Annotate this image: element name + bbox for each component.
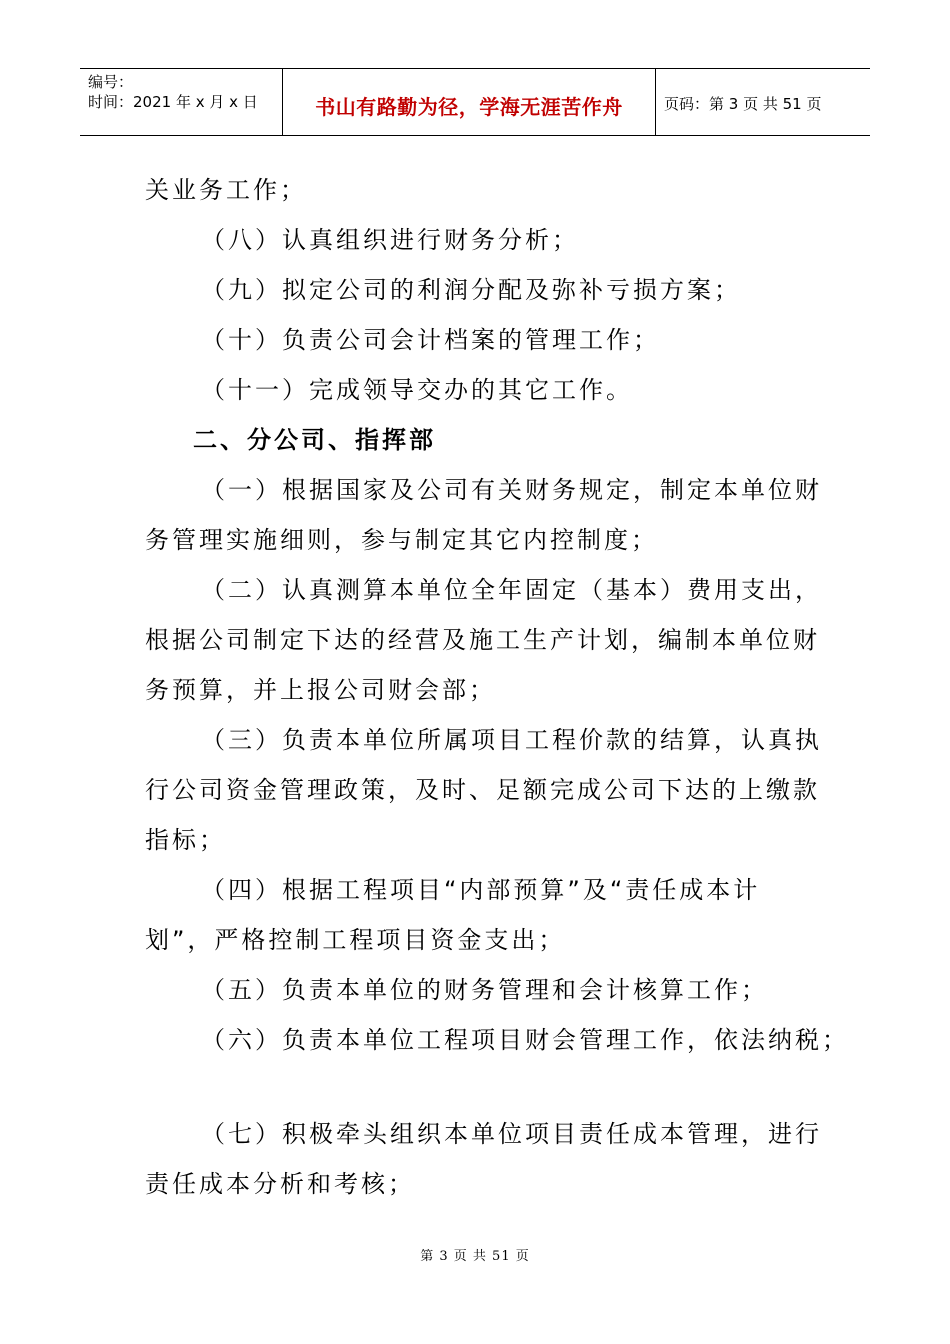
body-line: （九）拟定公司的利润分配及弥补亏损方案；	[201, 276, 741, 304]
body-line: （十）负责公司会计档案的管理工作；	[201, 326, 660, 354]
paragraph-gap	[145, 1065, 825, 1109]
body-line: （十一）完成领导交办的其它工作。	[201, 376, 633, 404]
body-line: 责任成本分析和考核；	[145, 1170, 415, 1198]
body-line: （三）负责本单位所属项目工程价款的结算，认真执	[201, 726, 822, 754]
header-meta	[88, 72, 283, 112]
header-motto: 书山有路勤为径，学海无涯苦作舟	[315, 95, 623, 119]
body-line: 关业务工作；	[145, 176, 307, 204]
page-footer: 第 3 页 共 51 页	[420, 1249, 530, 1264]
body-line: 指标；	[145, 826, 226, 854]
document-time-label: 时间：2021 年 x 月 x 日	[88, 93, 258, 111]
body-line: 行公司资金管理政策，及时、足额完成公司下达的上缴款	[145, 776, 820, 804]
section-heading: 二、分公司、指挥部	[193, 426, 436, 454]
document-body	[145, 165, 849, 1209]
body-line: 务预算，并上报公司财会部；	[145, 676, 496, 704]
body-line: （七）积极牵头组织本单位项目责任成本管理，进行	[201, 1120, 822, 1148]
body-line: （五）负责本单位的财务管理和会计核算工作；	[201, 976, 768, 1004]
body-line: 根据公司制定下达的经营及施工生产计划，编制本单位财	[145, 626, 820, 654]
header-page-info: 页码：第 3 页 共 51 页	[664, 95, 822, 113]
body-line: （一）根据国家及公司有关财务规定，制定本单位财	[201, 476, 822, 504]
body-line: （八）认真组织进行财务分析；	[201, 226, 579, 254]
page-header	[80, 68, 870, 136]
body-line: 划”，严格控制工程项目资金支出；	[145, 926, 566, 954]
header-divider	[655, 69, 656, 135]
body-line: （六）负责本单位工程项目财会管理工作，依法纳税；	[201, 1026, 849, 1054]
document-number-label: 编号：	[88, 73, 134, 91]
body-line: （四）根据工程项目“内部预算”及“责任成本计	[201, 876, 761, 904]
body-line: （二）认真测算本单位全年固定（基本）费用支出，	[201, 576, 822, 604]
body-line: 务管理实施细则，参与制定其它内控制度；	[145, 526, 658, 554]
